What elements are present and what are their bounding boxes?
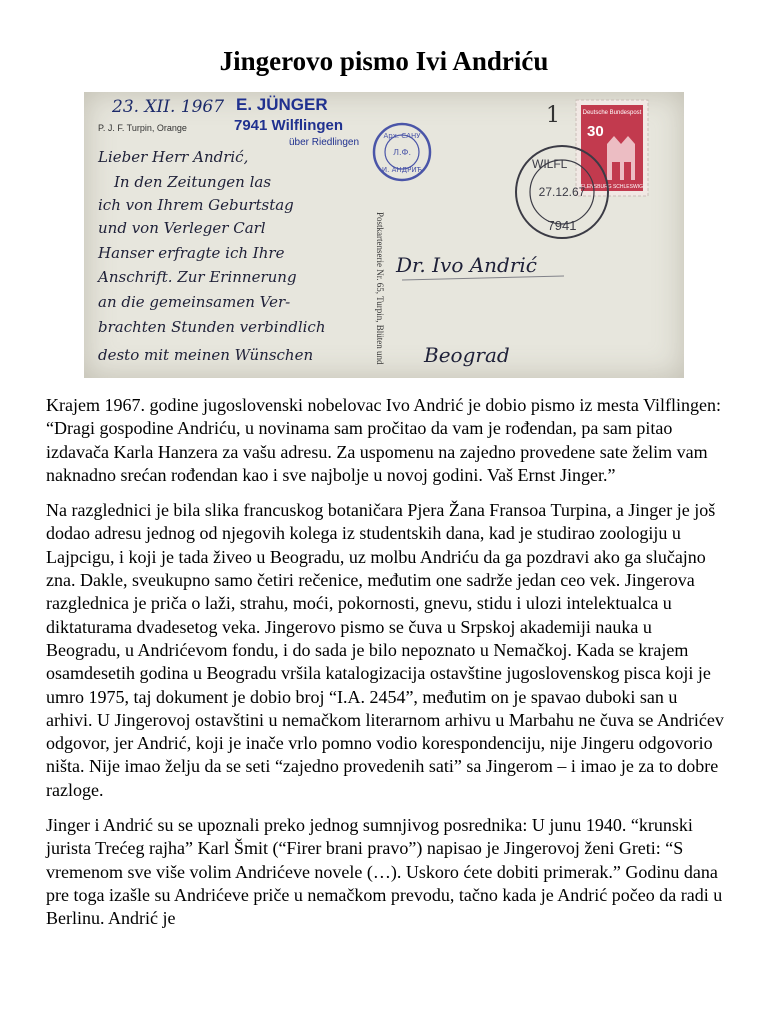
postcard-image: [84, 92, 684, 378]
handwritten-message: [96, 148, 325, 364]
message-line: In den Zeitungen las: [114, 173, 272, 191]
stamp-value: 30: [587, 123, 604, 140]
paragraph-3: Jinger i Andrić su se upoznali preko jednog sumnjivog posrednika: U junu 1940. “krunski jurista Trećeg rajha” Karl Šmit (“Firer brani pravo”) napisao je Jingerovoj ženi Greti: “S vremenom sve više volim Andrićeve novele (…). Uskoro ćete dobiti primerak.” Godinu dana pre toga izašle su Andrićeve priče u nemačkom prevodu, tačno kada je Andrić počeo da radi u Berlinu. Andrić je: [46, 815, 723, 929]
document-title: Jingerovo pismo Ivi Andriću: [219, 46, 549, 76]
paragraph-2: Na razglednici je bila slika francuskog botaničara Pjera Žana Fransoa Turpina, a Jinger je još dodao adresu jednog od njegovih kolega iz studentskih dana, kad je studirao zoologiju u Lajpcigu, i koji je tada živeo u Beogradu, uz molbu Andriću da ga pozdravi ako ga slučajno zna. Dakle, sveukupno samo četiri rečenice, međutim one sadrže jedan ceo vek. Jingerova razglednica je priča o laži, strahu, moći, pokornosti, gnevu, stidu i ulozi intelektualca u diktaturama dvadesetog veka. Jingerovo pismo se čuva u Srpskoj akademiji nauka u Beogradu, u Andrićevom fondu, i do sada je bilo nepoznato u Nemačkoj. Kada se krajem osamdesetih godina u Beogradu vršila katalogizacija ostavštine jugoslovenskog pisca koji je umro 1975, taj dokument je dobio broj “I.A. 2454”, međutim on je spavao duboki san u arhivi. U Jingerovoj ostavštini u nemačkom literarnom arhivu u Marbahu ne čuva se Andrićev odgovor, jer Andrić, koji je inače vrlo pomno vodio korespondenciju, nije Jingeru odgovorio ništa. Nije imao želju da se seti “zajedno provedenih sati” sa Jingerom – i imao je za to dobre razloge.: [46, 500, 724, 800]
sender-address-stamp: 7941 Wilflingen: [234, 117, 344, 134]
postcard-drawing: [84, 92, 684, 378]
postmark: [516, 146, 608, 238]
message-line: und von Verleger Carl: [98, 219, 266, 237]
postcard-date: 23. XII. 1967: [112, 97, 225, 117]
number-mark: 1: [546, 103, 560, 128]
archive-stamp-center: Л.Ф.: [393, 148, 411, 157]
archive-stamp-top: Арх. САНУ: [383, 132, 421, 140]
recipient-name: Dr. Ivo Andrić: [396, 253, 537, 277]
stamp-country: Deutsche Bundespost: [582, 110, 642, 116]
message-line: Hanser erfragte ich Ihre: [98, 244, 285, 262]
message-line: Lieber Herr Andrić,: [98, 148, 249, 166]
sender-address-line2: über Riedlingen: [289, 137, 360, 148]
archive-stamp: [374, 124, 430, 180]
message-line: ich von Ihrem Geburtstag: [98, 196, 294, 214]
postmark-code: 7941: [547, 218, 577, 233]
message-line: Anschrift. Zur Erinnerung: [98, 268, 297, 286]
printed-line: P. J. F. Turpin, Orange: [98, 123, 187, 133]
message-line: an die gemeinsamen Ver-: [98, 293, 291, 311]
message-line: desto mit meinen Wünschen: [98, 346, 314, 364]
stamp-caption: FLENSBURG SCHLESWIG: [581, 184, 643, 190]
sender-name-stamp: E. JÜNGER: [236, 95, 328, 114]
article-body: [46, 394, 726, 943]
archive-stamp-bottom: И. АНДРИЋ: [381, 166, 423, 174]
postage-stamp: [576, 100, 648, 196]
postmark-place: WILFL: [532, 157, 568, 171]
paragraph-1: Krajem 1967. godine jugoslovenski nobelovac Ivo Andrić je dobio pismo iz mesta Vilflingen: “Dragi gospodine Andriću, u novinama sam pročitao da vam je rođendan, pa sam pitao izdavača Karla Hanzera za vašu adresu. Za uspomenu na zajedno provedene sate želim vam naknadno srećan rođendan kao i sve najbolje u novoj godini. Vaš Ernst Jinger.”: [46, 395, 721, 485]
postmark-date: 27.12.67: [538, 185, 586, 199]
message-line: brachten Stunden verbindlich: [98, 318, 326, 336]
recipient-city: Beograd: [424, 343, 510, 367]
side-print: Postkartenserie Nr. 65, Turpin, Blüten und: [375, 212, 385, 365]
